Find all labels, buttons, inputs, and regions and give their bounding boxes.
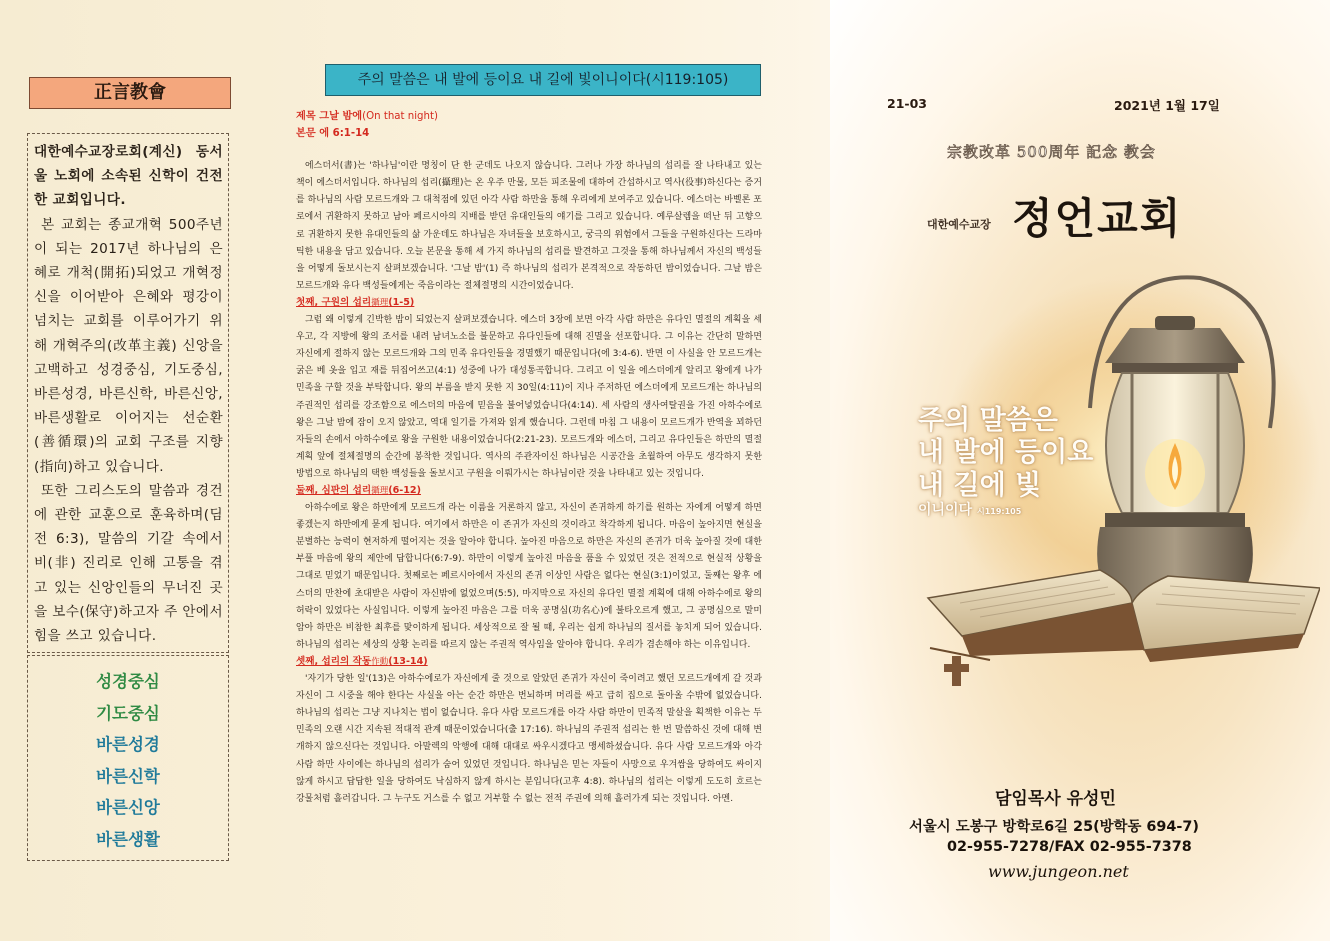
section-heading: 셋째, 섭리의 작동作動(13-14)	[296, 656, 428, 668]
intro-paragraph: 본 교회는 종교개혁 500주년이 되는 2017년 하나님의 은혜로 개척(開拓)되었고 개혁정신을 이어받아 은혜와 평강이 넘치는 교회를 이루어가기 위해 개혁주의(改革主義) 신앙을 고백하고 성경중심, 기도중심, 바른성경, 바른신학, 바른신앙, 바른생활로 이어지는 선순환(善循環)의 교회 구조를 지향(指向)하고 있습니다.	[34, 216, 223, 475]
section-heading: 둘째, 심판의 섭리攝理(6-12)	[296, 485, 421, 497]
verse-banner: 주의 말씀은 내 발에 등이요 내 길에 빛이니이다(시119:105)	[325, 64, 761, 96]
motto-item: 바른성경	[96, 735, 160, 754]
sermon-title-label: 제목 그날 밤에	[296, 111, 363, 122]
church-title: 정언교회	[1012, 194, 1183, 243]
sermon-title-english: (On that night)	[362, 111, 438, 122]
church-name-badge: 正言教會	[29, 77, 231, 109]
church-phone: 02-955-7278/FAX 02-955-7378	[947, 839, 1192, 855]
church-address: 서울시 도봉구 방학로6길 25(방학동 694-7)	[909, 819, 1199, 835]
motto-item: 바른신학	[96, 766, 160, 786]
cover-verse-art: 주의 말씀은 내 발에 등이요 내 길에 빛 이니이다 시119:105	[918, 405, 1094, 519]
section-body: 그럼 왜 이렇게 긴박한 밤이 되었는지 살펴보겠습니다. 에스더 3장에 보면 아각 사람 하만은 유다인 멸절의 계획을 세우고, 각 지방에 왕의 조서를 내려 남녀노소를 불문하고 유다인들에 대해 진멸을 선포합니다. 그 이유는 간단히 말하면 자신에게 절하지 않는 모르드개와 그의 민족 유다인들을 경멸했기 때문입니다(에 3:4-6). 반면 이 사실을 안 모르드개는 굵은 베 옷을 입고 재를 뒤집어쓰고(4:1) 성중에 나가 대성통곡합니다. 그리고 이 일을 에스더에게 알리고 왕에게 나가 민족을 구할 것을 부탁합니다. 왕의 부름을 받지 못한 지 30일(4:11)이 지나 주저하던 에스더에게 모르드개는 하나님의 주권적인 섭리를 강조함으로 에스더의 마음에 믿음을 불어넣었습니다(4:14). 세 사람의 생사여탈권을 가진 아하수에로 왕은 그날 밤에 잠이 오지 않았고, 역대 일기를 가져와 읽게 했습니다. 그런데 마침 그 내용이 모르드개가 반역을 꾀하던 자들의 손에서 아하수에로 왕을 구원한 내용이었습니다(2:21-23). 모르드개와 에스더, 그리고 유다인들은 하만의 멸절 계획 앞에 절체절명의 순간에 봉착한 것입니다. 역사의 주관자이신 하나님은 시공간을 초월하여 아무도 생각하지 못한 방법으로 하나님의 택한 백성들을 돌보시고 구원을 이뤄가시는 하나님이란 것을 나타내고 있는 것입니다.	[296, 314, 762, 480]
church-website: www.jungeon.net	[988, 862, 1129, 881]
sermon-title	[296, 108, 762, 125]
section-heading: 첫째, 구원의 섭리攝理(1-5)	[296, 297, 415, 309]
reformation-anniversary-line: 宗教改革 500周年 記念 教会	[947, 143, 1156, 161]
denomination: 대한예수교장	[927, 218, 991, 231]
sermon-text-ref: 본문 에 6:1-14	[296, 128, 370, 139]
art-verse-ending: 이니이다 시119:105	[918, 502, 1022, 519]
motto-item: 기도중심	[96, 703, 160, 723]
section-body: '자기가 당한 일'(13)은 아하수에로가 자신에게 줄 것으로 알았던 존귀가 자신이 죽이려고 했던 모르드개에게 갈 것과 자신이 그 시중을 해야 한다는 사실을 아는 순간 하만은 번뇌하며 머리를 싸고 급히 집으로 돌아올 수밖에 없었습니다. 하나님의 섭리는 그냥 지나치는 법이 없습니다. 유다 사람 모르드개를 아각 사람 하만이 민족적 말살을 획책한 이유는 두 민족의 오랜 시간 지속된 적대적 관계 때문이었습니다(출 17:16). 하나님의 주권적 섭리는 한 번 말씀하신 것에 대해 변개하지 않으신다는 것입니다. 아말렉의 악행에 대해 대대로 싸우시겠다고 맹세하셨습니다. 유다 사람 모르드개와 아각 사람 하만 사이에는 하나님의 섭리가 숨어 있었던 것입니다. 하나님은 믿는 자들이 사망으로 우겨쌈을 당하여도 싸이지 않게 하시고 답답한 일을 당하여도 낙심하지 않게 하시는 분입니다(고후 4:8). 하나님의 섭리는 이렇게 도도히 흐르는 강물처럼 흘러갑니다. 그 누구도 거스를 수 없고 거부할 수 없는 전적 주권에 의해 흘러가게 되는 것입니다. 아멘.	[296, 673, 762, 804]
issue-number: 21-03	[887, 96, 927, 111]
sermon-intro: 에스더서(書)는 '하나님'이란 명칭이 단 한 군데도 나오지 않습니다. 그러나 가장 하나님의 섭리를 잘 나타내고 있는 책이 에스더서입니다. 하나님의 섭리(攝理)는 온 우주 만물, 모든 피조물에 대하여 간섭하시고 역사(役事)하신다는 증거를 하나님의 사람 모르드개와 그 대척점에 있던 아각 사람 하만을 통해 우리에게 보여주고 있습니다. 에스더는 바벨론 포로에서 귀환하지 못하고 남아 페르시아의 지배를 받던 유대인들의 얘기를 그리고 있습니다. 예루살렘을 떠난 뒤 고향으로 귀환하지 못한 유대인들의 삶 가운데도 하나님은 자녀들을 보호하시고, 궁극의 위험에서 그들을 구원하신다는 드라마틱한 내용을 담고 있습니다. 오늘 본문을 통해 세 가지 하나님의 섭리를 발견하고 그것을 통해 하나님께서 자신의 백성들을 어떻게 돌보시는지 살펴보겠습니다. '그날 밤'(1) 즉 하나님의 섭리가 본격적으로 작동하던 밤이었습니다. 그날 밤은 모르드개와 유다 백성들에게는 죽음이라는 절체절명의 시간이었습니다.	[296, 161, 762, 292]
intro-paragraph: 또한 그리스도의 말씀과 경건에 관한 교훈으로 훈육하며(딤전 6:3), 말씀의 기갈 속에서 비(非) 진리로 인해 고통을 겪고 있는 신앙인들의 무너진 곳을 보수(保守)하고자 주 안에서 힘을 쓰고 있습니다.	[34, 482, 223, 645]
issue-date: 2021년 1월 17일	[1114, 98, 1220, 113]
section-body: 아하수에로 왕은 하만에게 모르드개 라는 이름을 거론하지 않고, 자신이 존귀하게 하기를 원하는 자에게 어떻게 하면 좋겠는지 하만에게 묻게 됩니다. 여기에서 하만은 이 존귀가 자신의 것이라고 착각하게 됩니다. 마음이 높아지면 현실을 분별하는 능력이 현저하게 떨어지는 것을 알아야 합니다. 높아진 마음으로 하만은 자신의 존귀가 더욱 높아질 것에 대한 부풀 마음에 왕의 제안에 답합니다(6:7-9). 하만이 이렇게 높아진 마음을 품을 수 있었던 것은 전적으로 현실적 상황을 그대로 믿었기 때문입니다. 첫째로는 페르시아에서 자신의 존귀 이상인 사람은 없다는 현실(3:1)이었고, 둘째는 왕후 에스더의 만찬에 초대받은 사람이 자신밖에 없었으며(5:5), 마지막으로 자신의 유다인 멸절 계획에 대해 아하수에로 왕의 허락이 있었다는 사실입니다. 이렇게 높아진 마음은 그를 더욱 공명심(功名心)에 불타오르게 했고, 그 공명심으로 말미암아 하만은 비참한 최후를 맞이하게 됩니다. 세상적으로 잘 될 때, 우리는 쉽게 하나님의 질서를 놓치게 되어 있습니다. 하나님의 섭리는 세상의 상황 논리를 따르지 않는 주권적 역사임을 알아야 합니다. 우리가 겸손해야 하는 이유입니다.	[296, 502, 762, 651]
church-introduction	[27, 133, 229, 653]
sermon	[296, 108, 762, 808]
motto-item: 바른생활	[96, 829, 160, 849]
intro-paragraph: 대한예수교장로회(계신) 동서울 노회에 소속된 신학이 건전한 교회입니다.	[34, 144, 223, 209]
motto-item: 바른신앙	[96, 798, 160, 817]
church-mottos	[27, 655, 229, 861]
senior-pastor: 담임목사 유성민	[995, 789, 1116, 809]
motto-item: 성경중심	[96, 672, 160, 691]
